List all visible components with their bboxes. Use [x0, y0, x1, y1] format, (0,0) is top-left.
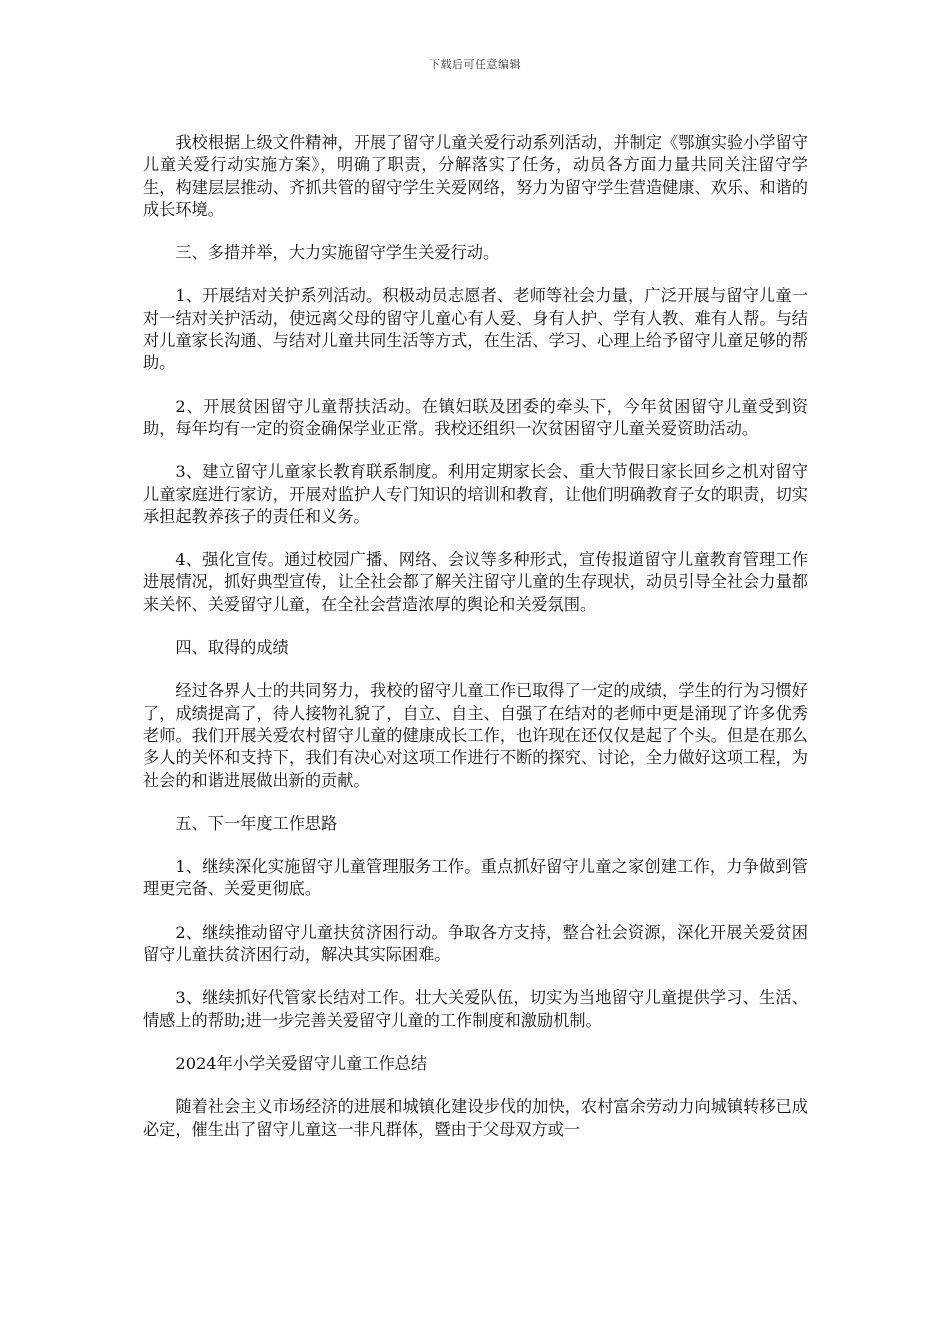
paragraph-intro: 我校根据上级文件精神，开展了留守儿童关爱行动系列活动，并制定《鄂旗实验小学留守儿童关爱行动实施方案》，明确了职责，分解落实了任务，动员各方面力量共同关注留守学生，构建层层推动、齐抓共管的留守学生关爱网络，努力为留守学生营造健康、欢乐、和谐的成长环境。 — [143, 133, 808, 219]
paragraph-item-5-3: 3、继续抓好代管家长结对工作。壮大关爱队伍，切实为当地留守儿童提供学习、生活、情感上的帮助;进一步完善关爱留守儿童的工作制度和激励机制。 — [143, 988, 808, 1030]
paragraph-item-3-3: 3、建立留守儿童家长教育联系制度。利用定期家长会、重大节假日家长回乡之机对留守儿童家庭进行家访，开展对监护人专门知识的培训和教育，让他们明确教育子女的职责，切实承担起教养孩子的责任和义务。 — [143, 462, 808, 526]
paragraph-achievements: 经过各界人士的共同努力，我校的留守儿童工作已取得了一定的成绩，学生的行为习惯好了，成绩提高了，待人接物礼貌了，自立、自主、自强了在结对的老师中更是涌现了许多优秀老师。我们开展关爱农村留守儿童的健康成长工作，也许现在还仅仅是起了个头。但是在那么多人的关怀和支持下，我们有决心对这项工作进行不断的探究、讨论，全力做好这项工程，为社会的和谐进展做出新的贡献。 — [143, 681, 808, 790]
paragraph-item-3-4: 4、强化宣传。通过校园广播、网络、会议等多种形式，宣传报道留守儿童教育管理工作进展情况，抓好典型宣传，让全社会都了解关注留守儿童的生存现状，动员引导全社会力量都来关怀、关爱留守儿童，在全社会营造浓厚的舆论和关爱氛围。 — [143, 550, 808, 614]
paragraph-item-3-1: 1、开展结对关护系列活动。积极动员志愿者、老师等社会力量，广泛开展与留守儿童一对一结对关护活动，使远离父母的留守儿童心有人爱、身有人护、学有人教、难有人帮。与结对儿童家长沟通、与结对儿童共同生活等方式，在生活、学习、心理上给予留守儿童足够的帮助。 — [143, 286, 808, 373]
section-heading-5: 五、下一年度工作思路 — [175, 813, 338, 833]
paragraph-item-5-2: 2、继续推动留守儿童扶贫济困行动。争取各方支持，整合社会资源，深化开展关爱贫困留守儿童扶贫济困行动，解决其实际困难。 — [143, 922, 808, 965]
section-heading-3: 三、多措并举，大力实施留守学生关爱行动。 — [175, 243, 500, 263]
paragraph-item-3-2: 2、开展贫困留守儿童帮扶活动。在镇妇联及团委的牵头下，今年贫困留守儿童受到资助，每年均有一定的资金确保学业正常。我校还组织一次贫困留守儿童关爱资助活动。 — [143, 396, 808, 438]
document-body — [143, 132, 808, 1162]
section-heading-4: 四、取得的成绩 — [175, 638, 289, 658]
paragraph-item-5-1: 1、继续深化实施留守儿童管理服务工作。重点抓好留守儿童之家创建工作，力争做到管理更完备、关爱更彻底。 — [143, 857, 808, 899]
page-header-note: 下载后可任意编辑 — [429, 58, 521, 71]
document-subtitle: 2024年小学关爱留守儿童工作总结 — [175, 1053, 428, 1073]
paragraph-summary-intro: 随着社会主义市场经济的进展和城镇化建设步伐的加快，农村富余劳动力向城镇转移已成必定，催生出了留守儿童这一非凡群体，暨由于父母双方或一 — [143, 1097, 808, 1139]
